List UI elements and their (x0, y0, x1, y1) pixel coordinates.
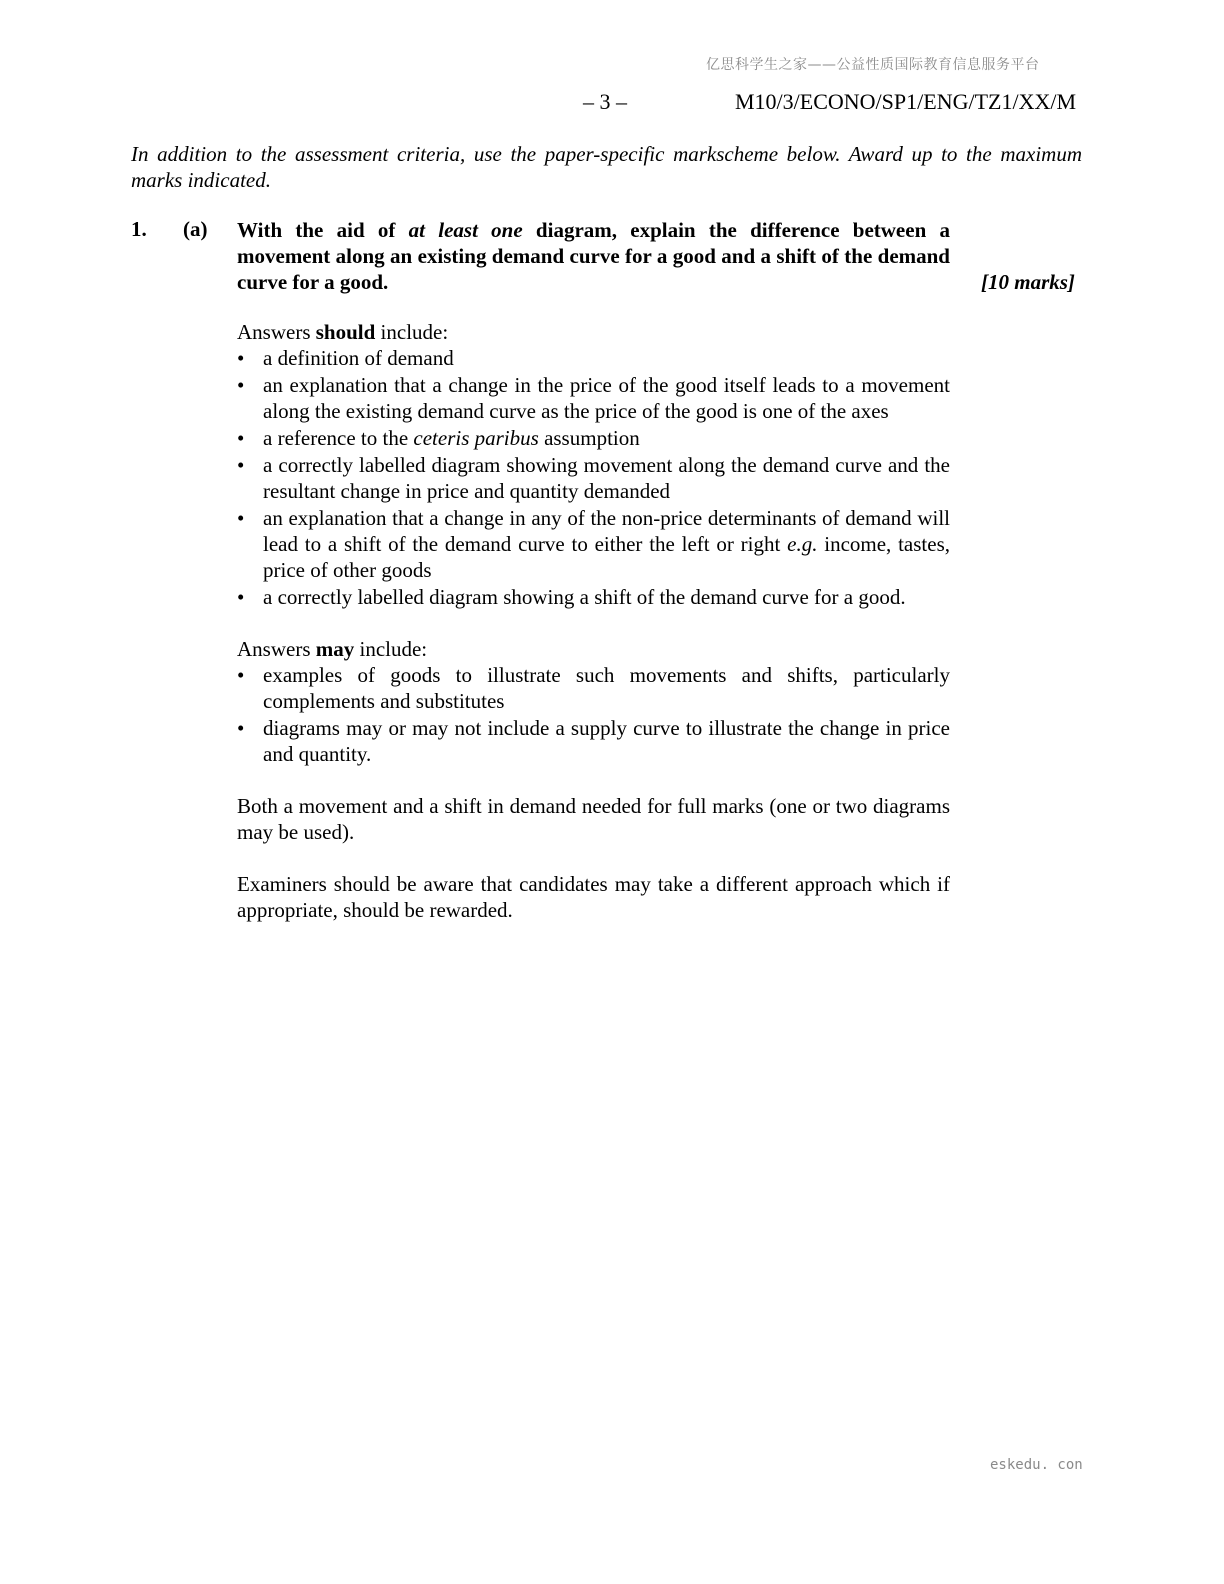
list-item-text: a reference to the (263, 426, 414, 450)
page-number: – 3 – (583, 89, 627, 114)
should-suffix: include: (375, 320, 449, 344)
may-prefix: Answers (237, 637, 316, 661)
bullet-icon: • (237, 426, 245, 450)
markscheme-content (237, 319, 950, 949)
list-item (237, 425, 950, 451)
question-number: 1. (131, 217, 147, 241)
list-item-text: diagrams may or may not include a supply curve to illustrate the change in price and quantity. (263, 716, 950, 766)
list-item (237, 584, 950, 610)
question-text-after: diagram, explain the difference between a movement along an existing demand curve for a good and a shift of the demand curve for a good. (237, 218, 950, 294)
note-full-marks: Both a movement and a shift in demand needed for full marks (one or two diagrams may be used). (237, 794, 950, 844)
question-text-before: With the aid of (237, 218, 409, 242)
list-item-text: an explanation that a change in any of the non-price determinants of demand will lead to a shift of the demand curve to either the left or right (263, 506, 950, 556)
list-item (237, 662, 950, 714)
list-item (237, 452, 950, 504)
list-item-text: assumption (538, 426, 640, 450)
bullet-icon: • (237, 373, 245, 397)
may-suffix: include: (354, 637, 428, 661)
list-item-text: a correctly labelled diagram showing movement along the demand curve and the resultant change in price and quantity demanded (263, 453, 950, 503)
should-include-list (237, 345, 950, 610)
list-item-text: income, tastes, price of other goods (263, 532, 950, 582)
may-include-heading (237, 636, 950, 662)
bullet-icon: • (237, 585, 245, 609)
list-item (237, 505, 950, 583)
list-item (237, 715, 950, 767)
should-include-heading (237, 319, 950, 345)
list-item-emphasis: e.g. (787, 532, 818, 556)
list-item-text: examples of goods to illustrate such movements and shifts, particularly complements and substitutes (263, 663, 950, 713)
bullet-icon: • (237, 453, 245, 477)
intro-instructions: In addition to the assessment criteria, use the paper-specific markscheme below. Award up to the maximum marks indicated. (131, 142, 1082, 192)
may-include-list (237, 662, 950, 767)
list-item-emphasis: ceteris paribus (413, 426, 539, 450)
bullet-icon: • (237, 716, 245, 740)
bullet-icon: • (237, 663, 245, 687)
list-item-text: a definition of demand (263, 346, 454, 370)
header-watermark: 亿思科学生之家——公益性质国际教育信息服务平台 (706, 57, 1040, 73)
bullet-icon: • (237, 506, 245, 530)
list-item (237, 345, 950, 371)
list-item-text: a correctly labelled diagram showing a shift of the demand curve for a good. (263, 585, 906, 609)
note-examiners: Examiners should be aware that candidates may take a different approach which if appropriate, should be rewarded. (237, 872, 950, 922)
bullet-icon: • (237, 346, 245, 370)
paper-code: M10/3/ECONO/SP1/ENG/TZ1/XX/M (735, 89, 1077, 114)
list-item-text: an explanation that a change in the price of the good itself leads to a movement along the existing demand curve as the price of the good is one of the axes (263, 373, 950, 423)
list-item (237, 372, 950, 424)
footer-watermark: eskedu. con (990, 1457, 1083, 1473)
question-text-emphasis: at least one (408, 218, 523, 242)
should-prefix: Answers (237, 320, 316, 344)
question-marks: [10 marks] (981, 270, 1075, 294)
may-keyword: may (315, 637, 355, 661)
question-text (237, 217, 950, 295)
should-keyword: should (315, 320, 376, 344)
question-part: (a) (183, 217, 208, 241)
